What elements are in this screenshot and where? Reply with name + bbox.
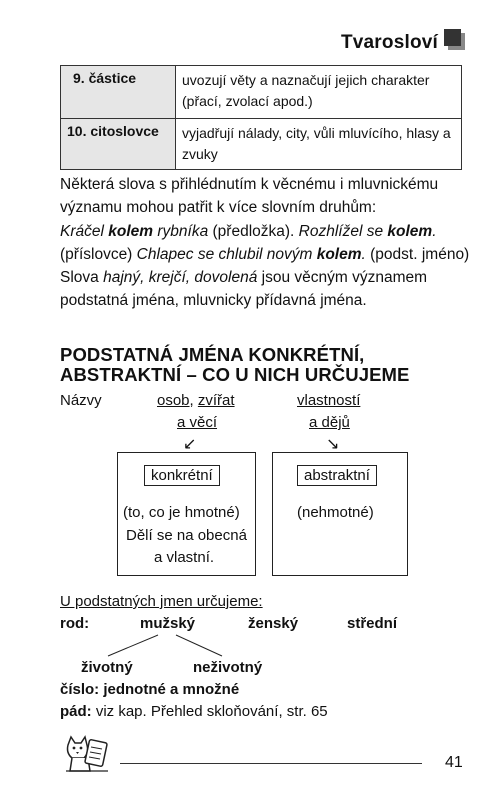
arrow-down-left-icon: ↙: [183, 436, 197, 453]
chapter-title: Tvarosloví: [340, 32, 438, 53]
footer-rule: [120, 763, 422, 764]
case-line: [60, 703, 328, 720]
number-line: číslo: jednotné a množné: [60, 681, 240, 698]
example-note: (předložka).: [208, 222, 299, 240]
page-number: 41: [445, 754, 463, 771]
case-text: viz kap. Přehled skloňování, str. 65: [91, 703, 328, 720]
table-row-desc: uvozují věty a naznačují jejich charakter (přací, zvolací apod.): [176, 66, 462, 119]
rod-neuter: střední: [347, 615, 398, 632]
animate-label: životný: [81, 659, 133, 676]
rod-label: rod:: [60, 615, 90, 632]
abstract-title: abstraktní: [297, 465, 377, 486]
example-words: hajný, krejčí, dovolená: [103, 269, 258, 287]
section-heading-line: ABSTRAKTNÍ – CO U NICH URČUJEME: [60, 364, 410, 385]
rod-feminine: ženský: [248, 615, 299, 632]
example-text: .: [432, 222, 437, 240]
paragraph-text: Některá slova s přihlédnutím k věcnému i mluvnickému významu mohou patřit k více slovním druhům:: [60, 176, 439, 217]
example-text: Rozhlížel se: [298, 222, 388, 240]
arrow-down-right-icon: ↘: [326, 436, 340, 453]
diagram-right-top: vlastností: [297, 392, 361, 409]
example-keyword: kolem: [108, 222, 154, 240]
diagram-left-top-b: zvířat: [197, 392, 235, 409]
concrete-line: (to, co je hmotné): [123, 504, 240, 521]
diagram-label: Názvy: [60, 392, 102, 409]
example-note: (příslovce): [60, 245, 137, 263]
cat-with-scroll-icon: [62, 727, 110, 775]
table-row-label: 10. citoslovce: [61, 119, 176, 170]
example-text: rybníka: [153, 222, 209, 240]
example-keyword: kolem: [387, 222, 433, 240]
table-row-desc: vyjadřují nálady, city, vůli mluvícího, hlasy a zvuky: [176, 119, 462, 170]
paragraph-text: Slova: [60, 269, 104, 287]
abstract-line: (nehmotné): [297, 504, 374, 521]
example-keyword: kolem: [316, 245, 362, 263]
example-note: (podst. jméno): [365, 245, 470, 263]
diagram-left-top-sep: ,: [189, 392, 198, 409]
example-text: Chlapec se chlubil novým: [136, 245, 317, 263]
concrete-title: konkrétní: [144, 465, 220, 486]
case-label: pád:: [60, 703, 92, 720]
determine-intro: U podstatných jmen určujeme:: [60, 593, 263, 610]
example-text: .: [361, 245, 366, 263]
diagram-left-bottom: a věcí: [177, 414, 218, 431]
concrete-line: Dělí se na obecná: [126, 527, 247, 544]
rod-masculine: mužský: [140, 615, 196, 632]
paragraph-text: jsou věcným významem podstatná jména, mluvnicky přídavná jména.: [60, 269, 428, 310]
diagram-right-bottom: a dějů: [309, 414, 350, 431]
concrete-line: a vlastní.: [154, 549, 215, 566]
diagram-left-top-a: osob: [157, 392, 190, 409]
table-row-label: 9. částice: [61, 66, 176, 119]
inanimate-label: neživotný: [193, 659, 263, 676]
example-text: Kráčel: [60, 222, 109, 240]
section-heading-line: PODSTATNÁ JMÉNA KONKRÉTNÍ,: [60, 344, 365, 365]
